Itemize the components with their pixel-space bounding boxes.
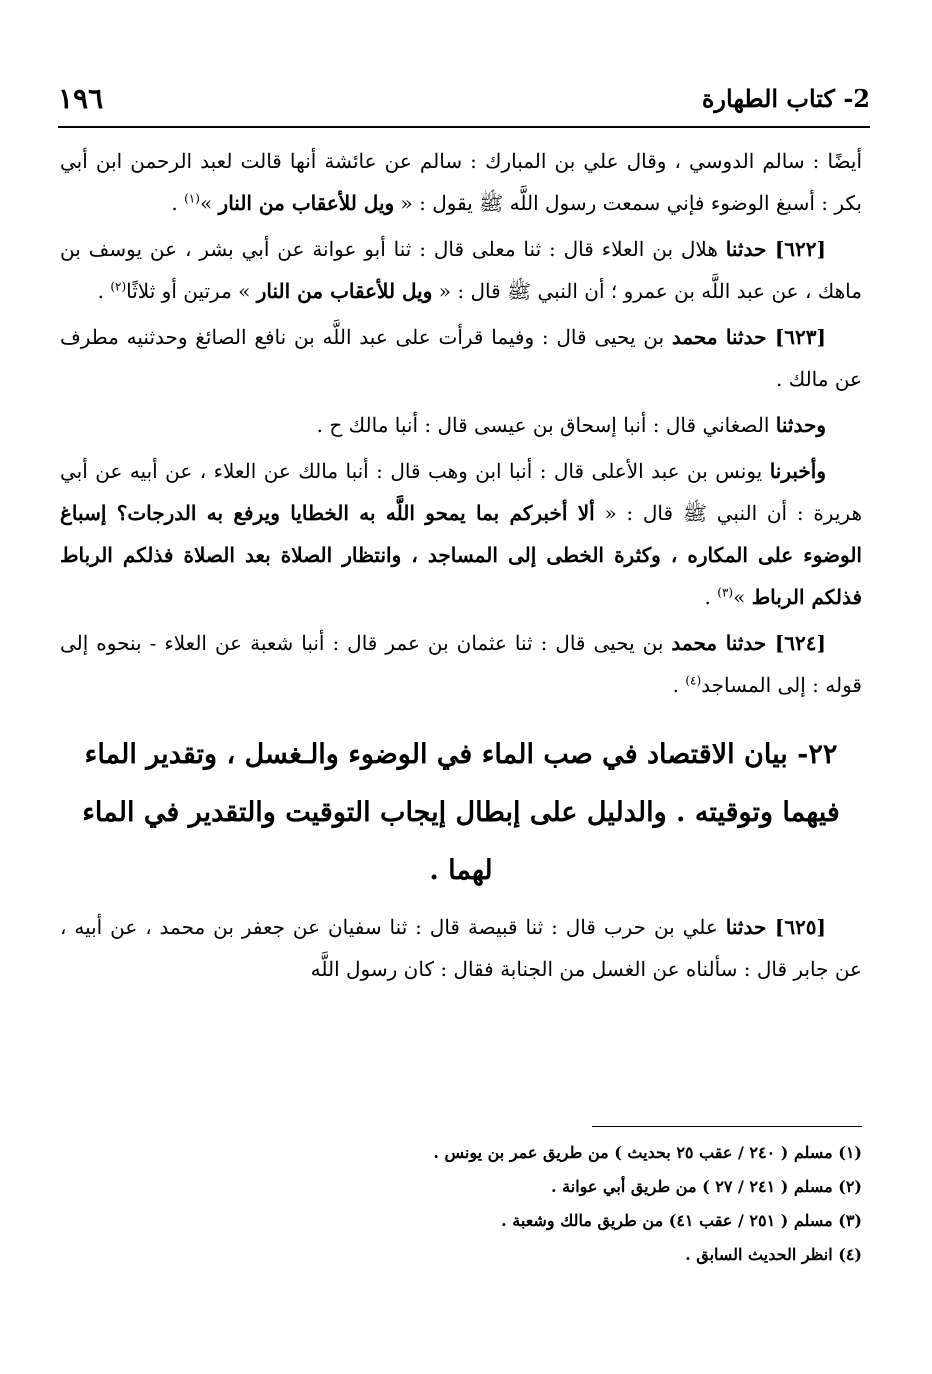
footnote-ref: (١) bbox=[184, 191, 200, 206]
footnote-ref: (٣) bbox=[717, 585, 734, 600]
chain-yunus bbox=[60, 450, 862, 618]
footnote-ref: (٤) bbox=[685, 673, 702, 688]
paragraph-end: . bbox=[672, 673, 686, 697]
hadith-624 bbox=[60, 622, 862, 706]
footnote-ref: (٢) bbox=[110, 279, 127, 294]
paragraph-1 bbox=[60, 140, 862, 224]
hadith-quote: ألا أخبركم بما يمحو اللَّه به الخطايا ويرفع به الدرجات؟ إسباغ الوضوء على المكاره ، وكثرة الخطى إلى المساجد ، وانتظار الصلاة بعد الصلاة فذلكم الرباط فذلكم الرباط bbox=[60, 501, 862, 609]
hadith-622 bbox=[60, 228, 862, 312]
footnotes bbox=[60, 1136, 862, 1272]
hadith-number: [٦٢٢] حدثنا bbox=[725, 237, 826, 261]
quote-close: » مرتين أو ثلاثًا bbox=[126, 279, 257, 303]
paragraph-end: . bbox=[704, 585, 718, 609]
hadith-625 bbox=[60, 906, 862, 990]
hadith-quote: ويل للأعقاب من النار bbox=[218, 191, 395, 215]
footnote-4: (٤) انظر الحديث السابق . bbox=[685, 1245, 862, 1264]
page-number: ١٩٦ bbox=[58, 81, 104, 115]
main-text bbox=[60, 140, 862, 994]
quote-close: » bbox=[199, 191, 219, 215]
footnote-2: (٢) مسلم ( ٢٤١ / ٢٧ ) من طريق أبي عوانة . bbox=[551, 1177, 862, 1196]
paragraph-text: علي بن حرب قال : ثنا قبيصة قال : ثنا سفيان عن جعفر بن محمد ، عن أبيه ، عن جابر قال : سألناه عن الغسل من الجنابة فقال : كان رسول اللَّه bbox=[60, 915, 862, 981]
quote-close: » bbox=[733, 585, 752, 609]
paragraph-text: أيضًا : سالم الدوسي ، وقال علي بن المبارك : سالم عن عائشة أنها قالت لعبد الرحمن ابن أبي بكر : أسبغ الوضوء فإني سمعت رسول اللَّه ﷺ يقول : « bbox=[60, 149, 862, 215]
paragraph-text: الصغاني قال : أنبا إسحاق بن عيسى قال : أنبا مالك ح . bbox=[316, 413, 776, 437]
chapter-title: 2- كتاب الطهارة bbox=[701, 83, 870, 113]
footnote-divider bbox=[592, 1126, 862, 1127]
paragraph-text: هلال بن العلاء قال : ثنا معلى قال : ثنا أبو عوانة عن أبي بشر ، عن يوسف بن ماهك ، عن عبد اللَّه بن عمرو ؛ أن النبي ﷺ قال : « bbox=[60, 237, 862, 303]
paragraph-text: يونس بن عبد الأعلى قال : أنبا ابن وهب قال : أنبا مالك عن العلاء ، عن أبيه عن أبي هريرة : أن النبي ﷺ قال : « bbox=[60, 459, 862, 525]
paragraph-end: . bbox=[171, 191, 185, 215]
chain-sughani bbox=[60, 404, 862, 446]
hadith-number: [٦٢٣] حدثنا محمد bbox=[671, 325, 826, 349]
paragraph-text: بن يحيى قال : وفيما قرأت على عبد اللَّه بن نافع الصائغ وحدثنيه مطرف عن مالك . bbox=[60, 325, 862, 391]
hadith-623 bbox=[60, 316, 862, 400]
section-heading: ٢٢- بيان الاقتصاد في صب الماء في الوضوء والـغسل ، وتقدير الماء فيهما وتوقيته . والدليل على إبطال إيجاب التوقيت والتقدير في الماء لهما . bbox=[82, 739, 840, 886]
hadith-number: [٦٢٤] حدثنا محمد bbox=[671, 631, 826, 655]
footnote-1: (١) مسلم ( ٢٤٠ / عقب ٢٥ بحديث ) من طريق عمر بن يونس . bbox=[433, 1143, 862, 1162]
hadith-number: [٦٢٥] حدثنا bbox=[725, 915, 827, 939]
header-divider bbox=[58, 126, 870, 128]
chain-lead: وحدثنا bbox=[775, 413, 826, 437]
footnote-3: (٣) مسلم ( ٢٥١ / عقب ٤١) من طريق مالك وشعبة . bbox=[501, 1211, 862, 1230]
paragraph-text: بن يحيى قال : ثنا عثمان بن عمر قال : أنبا شعبة عن العلاء - بنحوه إلى قوله : إلى المساجد bbox=[60, 631, 862, 697]
paragraph-end: . bbox=[97, 279, 111, 303]
page-header bbox=[58, 80, 870, 116]
hadith-quote: ويل للأعقاب من النار bbox=[256, 279, 433, 303]
chain-lead: وأخبرنا bbox=[769, 459, 826, 483]
